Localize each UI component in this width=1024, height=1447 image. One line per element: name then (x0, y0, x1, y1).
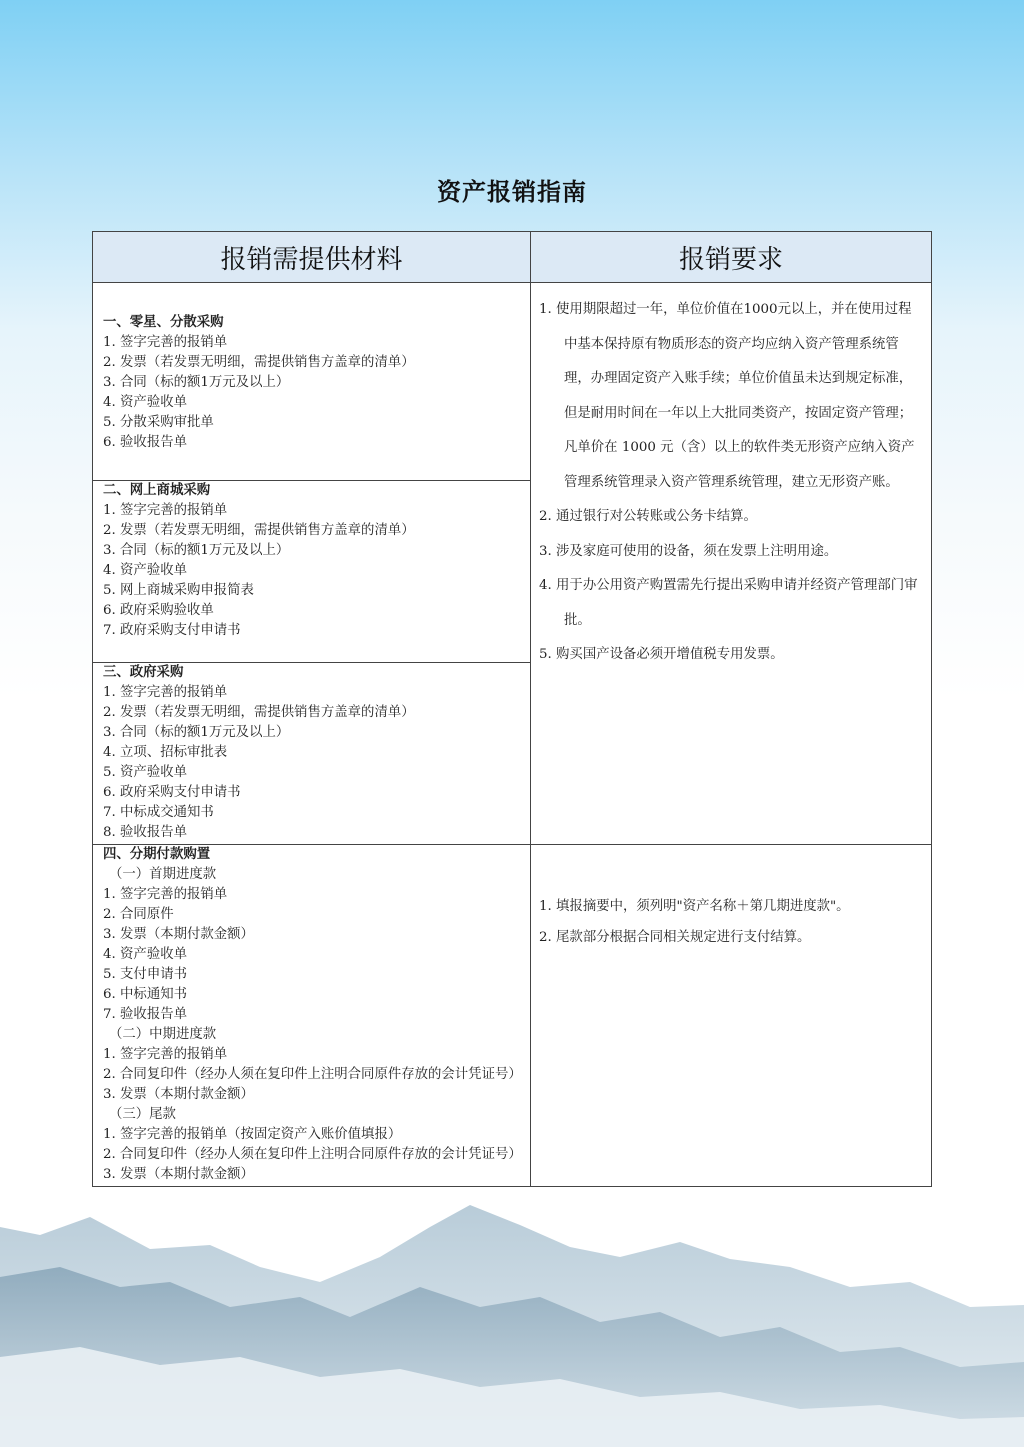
section-heading: 一、零星、分散采购 (103, 315, 224, 330)
requirement-item: 5. 购买国产设备必须开增值税专用发票。 (539, 647, 784, 662)
list-item: 6. 政府采购支付申请书 (103, 785, 241, 800)
list-item: 5. 网上商城采购申报简表 (103, 583, 254, 598)
list-item: 7. 政府采购支付申请书 (103, 623, 241, 638)
list-item: 1. 签字完善的报销单 (103, 335, 228, 350)
list-item: 5. 分散采购审批单 (103, 415, 214, 430)
materials-cell (93, 283, 531, 845)
list-item: 5. 支付申请书 (103, 967, 187, 982)
requirement-item: 2. 通过银行对公转账或公务卡结算。 (539, 509, 757, 524)
sub-heading: （一）首期进度款 (109, 867, 217, 882)
requirements-list (531, 283, 931, 673)
section-retail-purchase (93, 283, 530, 481)
list-item: 6. 政府采购验收单 (103, 603, 214, 618)
requirement-item: 2. 尾款部分根据合同相关规定进行支付结算。 (539, 930, 811, 945)
list-item: 4. 资产验收单 (103, 947, 187, 962)
list-item: 3. 合同（标的额1万元及以上） (103, 725, 290, 740)
list-item: 3. 发票（本期付款金额） (103, 1167, 254, 1182)
list-item: 4. 资产验收单 (103, 563, 187, 578)
list-item: 1. 签字完善的报销单 (103, 1047, 228, 1062)
section-online-mall-purchase (93, 481, 530, 663)
list-item: 2. 合同复印件（经办人须在复印件上注明合同原件存放的会计凭证号） (103, 1147, 522, 1162)
list-item: 4. 资产验收单 (103, 395, 187, 410)
list-item: 4. 立项、招标审批表 (103, 745, 228, 760)
requirements-cell (531, 283, 932, 845)
section-installment-purchase (93, 845, 530, 1186)
list-item: 7. 验收报告单 (103, 1007, 187, 1022)
list-item: 2. 合同原件 (103, 907, 174, 922)
section-heading: 四、分期付款购置 (103, 847, 211, 862)
list-item: 8. 验收报告单 (103, 825, 187, 840)
list-item: 2. 发票（若发票无明细，需提供销售方盖章的清单） (103, 523, 415, 538)
section-heading: 三、政府采购 (103, 665, 184, 680)
list-item: 7. 中标成交通知书 (103, 805, 214, 820)
installment-materials-cell (93, 845, 531, 1187)
requirement-item: 3. 涉及家庭可使用的设备，须在发票上注明用途。 (539, 543, 838, 559)
section-government-purchase (93, 663, 530, 844)
requirement-item: 1. 填报摘要中，须列明"资产名称＋第几期进度款"。 (539, 899, 850, 914)
list-item: 2. 发票（若发票无明细，需提供销售方盖章的清单） (103, 355, 415, 370)
section-heading: 二、网上商城采购 (103, 483, 211, 498)
table-row (93, 845, 932, 1187)
requirement-item: 4. 用于办公用资产购置需先行提出采购申请并经资产管理部门审批。 (539, 578, 918, 628)
table-header-row (93, 232, 932, 283)
header-requirements: 报销要求 (531, 232, 932, 283)
mountain-background (0, 1187, 1024, 1447)
list-item: 1. 签字完善的报销单 (103, 887, 228, 902)
list-item: 6. 中标通知书 (103, 987, 187, 1002)
installment-requirements-cell (531, 845, 932, 1187)
reimbursement-table (92, 231, 932, 1187)
list-item: 3. 合同（标的额1万元及以上） (103, 375, 290, 390)
list-item: 3. 发票（本期付款金额） (103, 927, 254, 942)
sub-heading: （三）尾款 (109, 1107, 176, 1122)
header-materials: 报销需提供材料 (93, 232, 531, 283)
list-item: 6. 验收报告单 (103, 435, 187, 450)
list-item: 5. 资产验收单 (103, 765, 187, 780)
sub-heading: （二）中期进度款 (109, 1027, 217, 1042)
list-item: 3. 合同（标的额1万元及以上） (103, 543, 290, 558)
list-item: 1. 签字完善的报销单 (103, 685, 228, 700)
list-item: 2. 合同复印件（经办人须在复印件上注明合同原件存放的会计凭证号） (103, 1067, 522, 1082)
list-item: 1. 签字完善的报销单 (103, 503, 228, 518)
list-item: 3. 发票（本期付款金额） (103, 1087, 254, 1102)
table-row (93, 283, 932, 845)
list-item: 1. 签字完善的报销单（按固定资产入账价值填报） (103, 1127, 402, 1142)
list-item: 2. 发票（若发票无明细，需提供销售方盖章的清单） (103, 705, 415, 720)
requirement-item: 1. 使用期限超过一年，单位价值在1000元以上，并在使用过程中基本保持原有物质形态的资产均应纳入资产管理系统管理，办理固定资产入账手续；单位价值虽未达到规定标准，但是耐用时间在一年以上大批同类资产，按固定资产管理；凡单价在 1000 元（含）以上的软件类无形资产应纳入资产管理系统管理录入资产管理系统管理，建立无形资产账。 (539, 302, 915, 490)
page-title: 资产报销指南 (437, 178, 587, 206)
installment-requirements-list (531, 845, 931, 953)
